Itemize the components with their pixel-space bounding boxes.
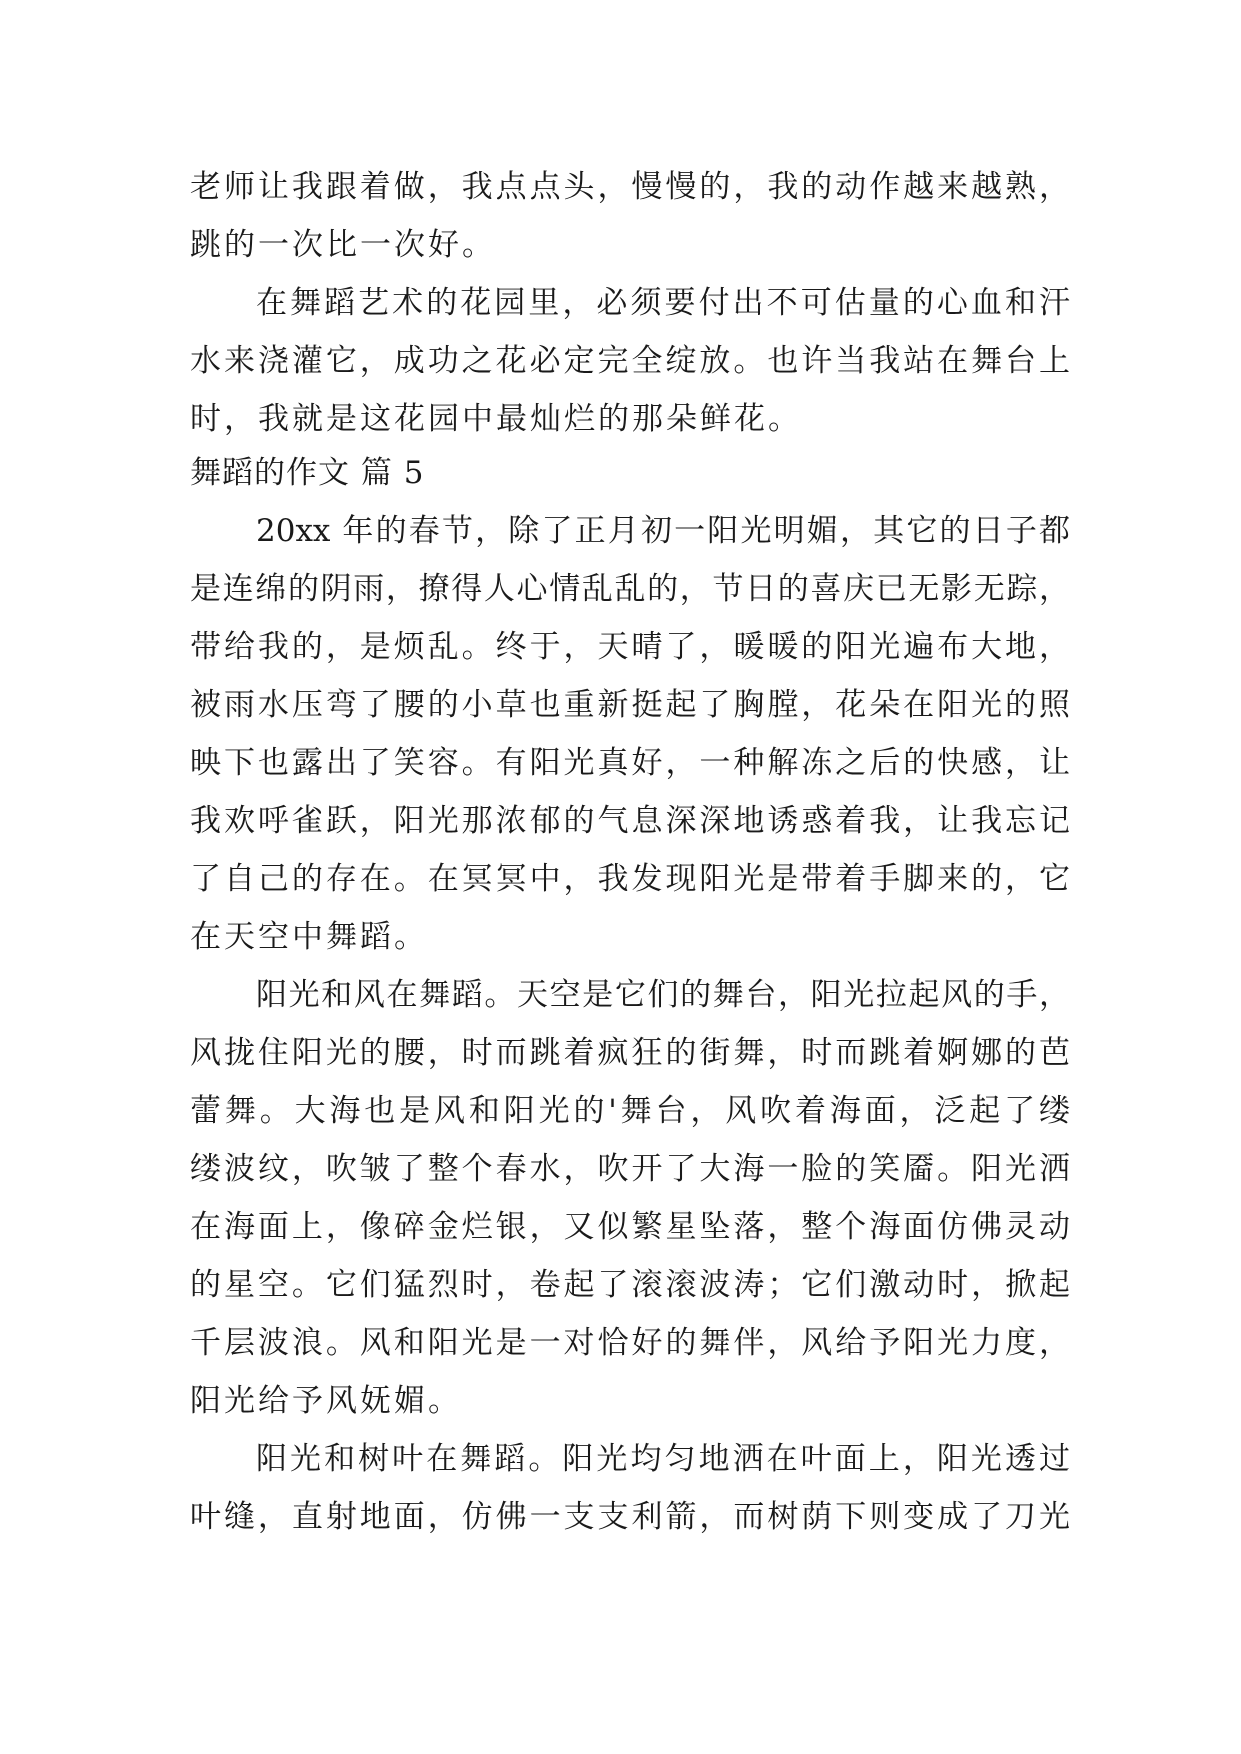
text-line: 映下也露出了笑容。有阳光真好，一种解冻之后的快感，让 — [190, 745, 1070, 781]
text-line: 20xx 年的春节，除了正月初一阳光明媚，其它的日子都 — [256, 513, 1070, 549]
text-line: 蕾舞。大海也是风和阳光的'舞台，风吹着海面，泛起了缕 — [190, 1093, 1070, 1129]
section-heading: 舞蹈的作文 篇 5 — [190, 455, 425, 491]
text-line: 是连绵的阴雨，撩得人心情乱乱的，节日的喜庆已无影无踪， — [190, 571, 1070, 607]
text-line: 阳光给予风妩媚。 — [190, 1383, 462, 1419]
text-line: 老师让我跟着做，我点点头，慢慢的，我的动作越来越熟， — [190, 169, 1070, 205]
text-line: 风拢住阳光的腰，时而跳着疯狂的街舞，时而跳着婀娜的芭 — [190, 1035, 1070, 1071]
text-line: 带给我的，是烦乱。终于，天晴了，暖暖的阳光遍布大地， — [190, 629, 1070, 665]
text-line: 了自己的存在。在冥冥中，我发现阳光是带着手脚来的，它 — [190, 861, 1070, 897]
text-line: 在舞蹈艺术的花园里，必须要付出不可估量的心血和汗 — [256, 285, 1070, 321]
text-line: 叶缝，直射地面，仿佛一支支利箭，而树荫下则变成了刀光 — [190, 1499, 1070, 1535]
text-line: 水来浇灌它，成功之花必定完全绽放。也许当我站在舞台上 — [190, 343, 1070, 379]
text-line: 在海面上，像碎金烂银，又似繁星坠落，整个海面仿佛灵动 — [190, 1209, 1070, 1245]
text-line: 的星空。它们猛烈时，卷起了滚滚波涛；它们激动时，掀起 — [190, 1267, 1070, 1303]
text-line: 被雨水压弯了腰的小草也重新挺起了胸膛，花朵在阳光的照 — [190, 687, 1070, 723]
text-line: 我欢呼雀跃，阳光那浓郁的气息深深地诱惑着我，让我忘记 — [190, 803, 1070, 839]
text-line: 时，我就是这花园中最灿烂的那朵鲜花。 — [190, 401, 802, 437]
text-line: 跳的一次比一次好。 — [190, 227, 496, 263]
text-line: 在天空中舞蹈。 — [190, 919, 428, 955]
text-line: 千层波浪。风和阳光是一对恰好的舞伴，风给予阳光力度， — [190, 1325, 1070, 1361]
text-line: 缕波纹，吹皱了整个春水，吹开了大海一脸的笑靥。阳光洒 — [190, 1151, 1070, 1187]
text-line: 阳光和风在舞蹈。天空是它们的舞台，阳光拉起风的手， — [256, 977, 1070, 1013]
text-line: 阳光和树叶在舞蹈。阳光均匀地洒在叶面上，阳光透过 — [256, 1441, 1070, 1477]
